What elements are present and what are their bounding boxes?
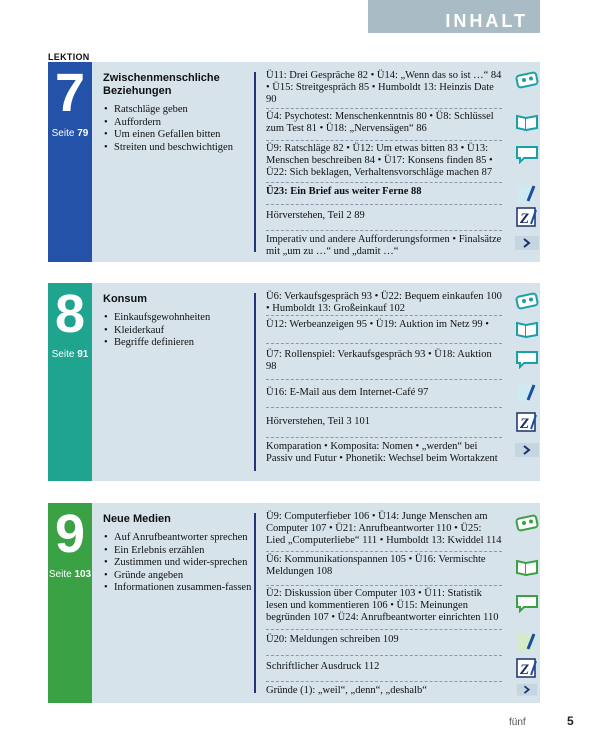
content-row-text: Ü20: Meldungen schreiben 109 xyxy=(266,634,399,645)
content-row xyxy=(266,140,540,182)
book-icon xyxy=(514,112,540,132)
row-separator xyxy=(266,343,502,344)
goal-item: • Streiten und beschwichtigen xyxy=(114,142,253,155)
content-row-text: Imperativ und andere Aufforderungsformen • Finalsätze mit „um zu …“ und „damit …“ xyxy=(266,234,502,257)
row-separator xyxy=(266,182,502,183)
content-row xyxy=(266,182,540,204)
goal-item: • Um einen Gefallen bitten xyxy=(114,129,253,142)
page-word: fünf xyxy=(509,717,526,728)
lesson-topic xyxy=(103,72,253,154)
lesson-page-ref: Seite 91 xyxy=(51,349,89,360)
lesson-7-tab xyxy=(48,62,92,262)
cassette-icon xyxy=(514,513,540,533)
cassette-icon xyxy=(514,70,540,90)
content-row-text: Ü7: Rollenspiel: Verkaufsgespräch 93 • Ü18: Auktion 98 xyxy=(266,349,492,372)
lesson-topic xyxy=(103,293,253,350)
content-row xyxy=(266,343,540,377)
lesson-title: Zwischenmenschliche Beziehungen xyxy=(103,72,220,97)
goal-item: • Ratschläge geben xyxy=(114,104,253,117)
content-row-text: Ü2: Diskussion über Computer 103 • Ü11: Statistik lesen und kommentieren 106 • Ü15: Meinungen begründen 107 • Ü24: Anrufbeantworter einrichten 110 xyxy=(266,588,499,623)
lesson-goals xyxy=(103,532,253,595)
content-row-text: Ü6: Verkaufsgespräch 93 • Ü22: Bequem einkaufen 100 • Humboldt 13: Großeinkauf 102 xyxy=(266,291,502,314)
content-row xyxy=(266,655,540,679)
goal-item: • Kleiderkauf xyxy=(114,325,253,338)
goal-item: • Auffordern xyxy=(114,117,253,130)
lesson-title: Neue Medien xyxy=(103,513,171,525)
book-icon xyxy=(514,319,540,339)
pencil-icon xyxy=(514,383,540,403)
pencil-icon xyxy=(514,184,540,204)
row-separator xyxy=(266,315,502,316)
row-separator xyxy=(266,437,502,438)
lesson-page-ref: Seite 103 xyxy=(48,569,92,580)
row-separator xyxy=(266,655,502,656)
content-row-text: Schriftlicher Ausdruck 112 xyxy=(266,661,380,672)
content-row-text: Ü9: Ratschläge 82 • Ü12: Um etwas bitten 83 • Ü13: Menschen beschreiben 84 • Ü17: Konsens finden 85 • Ü22: Sich beklagen, Verhaltensvorschläge machen 87 xyxy=(266,143,493,178)
lesson-page-ref: Seite 79 xyxy=(51,128,89,139)
speech-bubble-icon xyxy=(514,349,540,369)
content-row-text: Ü16: E-Mail aus dem Internet-Café 97 xyxy=(266,387,429,398)
goal-item: • Begriffe definieren xyxy=(114,337,253,350)
page-section-title: INHALT xyxy=(368,0,540,33)
test-z-icon xyxy=(514,658,540,678)
book-icon xyxy=(514,557,540,577)
pencil-icon xyxy=(514,632,540,652)
divider-line xyxy=(254,513,256,693)
content-row xyxy=(266,407,540,435)
content-row-text: Komparation • Komposita: Nomen • „werden“ bei Passiv und Futur • Phonetik: Wechsel beim Wortakzent xyxy=(266,441,498,464)
content-row xyxy=(266,551,540,583)
lesson-goals xyxy=(103,104,253,154)
divider-line xyxy=(254,72,256,252)
row-separator xyxy=(266,108,502,109)
content-row xyxy=(266,511,540,551)
content-row-text: Ü9: Computerfieber 106 • Ü14: Junge Menschen am Computer 107 • Ü21: Anrufbeantworter 110 • Ü25: Lied „Computerliebe“ 111 • Humboldt 13: Kwiddel 114 xyxy=(266,511,502,546)
content-row xyxy=(266,629,540,653)
arrow-icon xyxy=(514,682,540,699)
content-row xyxy=(266,108,540,138)
goal-item: • Einkaufsgewohnheiten xyxy=(114,312,253,325)
content-row xyxy=(266,585,540,629)
speech-bubble-icon xyxy=(514,144,540,164)
content-row-text: Gründe (1): „weil“, „denn“, „deshalb“ xyxy=(266,685,427,696)
content-row-text: Ü23: Ein Brief aus weiter Ferne 88 xyxy=(266,186,422,197)
content-row xyxy=(266,681,540,701)
content-row xyxy=(266,315,540,343)
goal-item: • Informationen zusammen-fassen xyxy=(114,582,253,595)
cassette-icon xyxy=(514,291,540,311)
goal-item: • Ein Erlebnis erzählen xyxy=(114,545,253,558)
row-separator xyxy=(266,204,502,205)
lesson-topic xyxy=(103,513,253,595)
lektion-label: LEKTION xyxy=(48,52,90,62)
goal-item: • Auf Anrufbeantworter sprechen xyxy=(114,532,253,545)
row-separator xyxy=(266,629,502,630)
lesson-9-tab xyxy=(48,503,92,703)
content-row xyxy=(266,437,540,469)
test-z-icon xyxy=(514,412,540,432)
lesson-8-panel xyxy=(48,283,540,481)
lesson-number: 9 xyxy=(54,504,86,564)
arrow-icon xyxy=(514,441,540,461)
svg-text:Z: Z xyxy=(520,662,530,678)
row-separator xyxy=(266,681,502,682)
content-row xyxy=(266,379,540,407)
page-number: 5 xyxy=(567,714,574,728)
row-separator xyxy=(266,551,502,552)
goal-item: • Zustimmen und wider-sprechen xyxy=(114,557,253,570)
lesson-8-tab xyxy=(48,283,92,481)
content-row-text: Ü6: Kommunikationspannen 105 • Ü16: Vermischte Meldungen 108 xyxy=(266,554,486,577)
content-row xyxy=(266,204,540,228)
arrow-icon xyxy=(514,234,540,254)
svg-text:Z: Z xyxy=(520,416,530,432)
row-separator xyxy=(266,379,502,380)
test-z-icon xyxy=(514,207,540,227)
svg-text:Z: Z xyxy=(520,211,530,227)
speech-bubble-icon xyxy=(514,593,540,613)
lesson-number: 8 xyxy=(54,284,86,344)
goal-item: • Gründe angeben xyxy=(114,570,253,583)
lesson-title: Konsum xyxy=(103,293,147,305)
content-row-text: Hörverstehen, Teil 2 89 xyxy=(266,210,365,221)
row-separator xyxy=(266,140,502,141)
lesson-9-panel xyxy=(48,503,540,703)
row-separator xyxy=(266,407,502,408)
content-row-text: Ü12: Werbeanzeigen 95 • Ü19: Auktion im Netz 99 • xyxy=(266,319,489,330)
row-separator xyxy=(266,230,502,231)
content-row-text: Ü11: Drei Gespräche 82 • Ü14: „Wenn das so ist …“ 84 • Ü15: Streitgespräch 85 • Humboldt 13: Heinzis Date 90 xyxy=(266,70,502,105)
content-row xyxy=(266,230,540,258)
content-row-text: Hörverstehen, Teil 3 101 xyxy=(266,416,371,427)
content-row xyxy=(266,70,540,110)
content-row-text: Ü4: Psychotest: Menschenkenntnis 80 • Ü8: Schlüssel zum Test 81 • Ü18: „Nervensägen“ 86 xyxy=(266,111,494,134)
lesson-7-panel xyxy=(48,62,540,262)
row-separator xyxy=(266,585,502,586)
lesson-number: 7 xyxy=(54,63,86,123)
lesson-goals xyxy=(103,312,253,350)
divider-line xyxy=(254,293,256,471)
